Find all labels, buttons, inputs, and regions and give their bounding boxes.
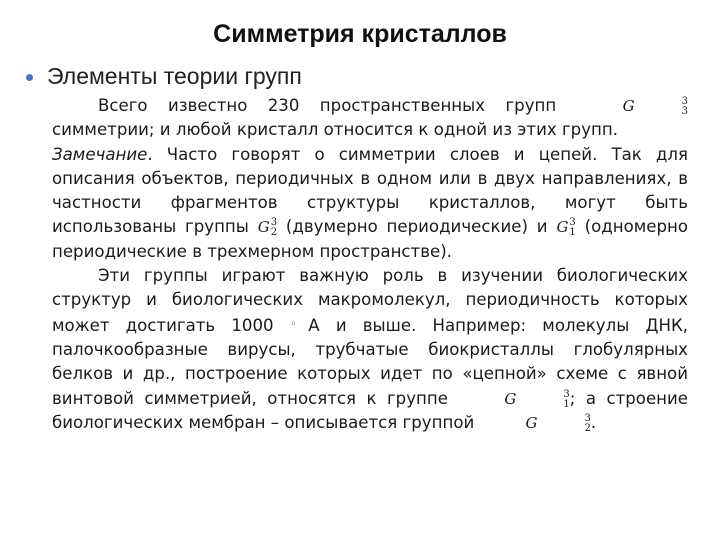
remark-label: Замечание: [52, 144, 148, 164]
paragraph-1-text-a: Всего известно 230 пространственных групп: [98, 96, 557, 115]
paragraph-3-text-d: .: [590, 412, 597, 432]
paragraph-2: [52, 143, 688, 264]
paragraph-2-text-b: (двумерно периодические) и: [285, 217, 548, 237]
paragraph-3-text-b: и выше. Например: молекулы ДНК, палочкообразные вирусы, трубчатые биокристаллы глобулярных белков и др., построение которых идет по «цепной» схеме с явной винтовой симметрией, относятся к группе: [52, 315, 688, 408]
paragraph-2-text-c: (одномерно периодические в трехмерном пространстве).: [52, 217, 689, 261]
group-g23-symbol-2: G 3 2: [525, 412, 591, 434]
group-g13-symbol: G 3 1: [556, 217, 576, 239]
bullet-heading: Элементы теории групп: [47, 63, 302, 89]
body-text: [52, 94, 688, 435]
bullet-dot-icon: [26, 74, 33, 81]
angstrom-unit: A: [308, 315, 320, 335]
slide-title: Симметрия кристаллов: [213, 20, 507, 48]
bullet-item: [26, 63, 302, 90]
group-g33-symbol: G 3 3: [622, 96, 688, 117]
group-g13-symbol-2: G 3 1: [504, 388, 570, 410]
degree-mark: ◦: [279, 318, 308, 330]
paragraph-1-text-b: симметрии; и любой кристалл относится к одной из этих групп.: [52, 120, 618, 140]
paragraph-2-text-a: . Часто говорят о симметрии слоев и цепей. Так для описания объектов, периодичных в одном или в двух направлениях, в частности фрагментов структуры кристаллов, могут быть использованы группы: [52, 144, 688, 237]
paragraph-1: [52, 94, 688, 143]
paragraph-3-text-c: ; а строение биологических мембран – описывается группой: [52, 388, 689, 432]
paragraph-3: [52, 264, 688, 435]
group-g23-symbol: G 3 2: [257, 217, 278, 239]
paragraph-3-text-a: Эти группы играют важную роль в изучении биологических структур и биологических макромолекул, периодичность которых может достигать 1000: [52, 266, 688, 335]
